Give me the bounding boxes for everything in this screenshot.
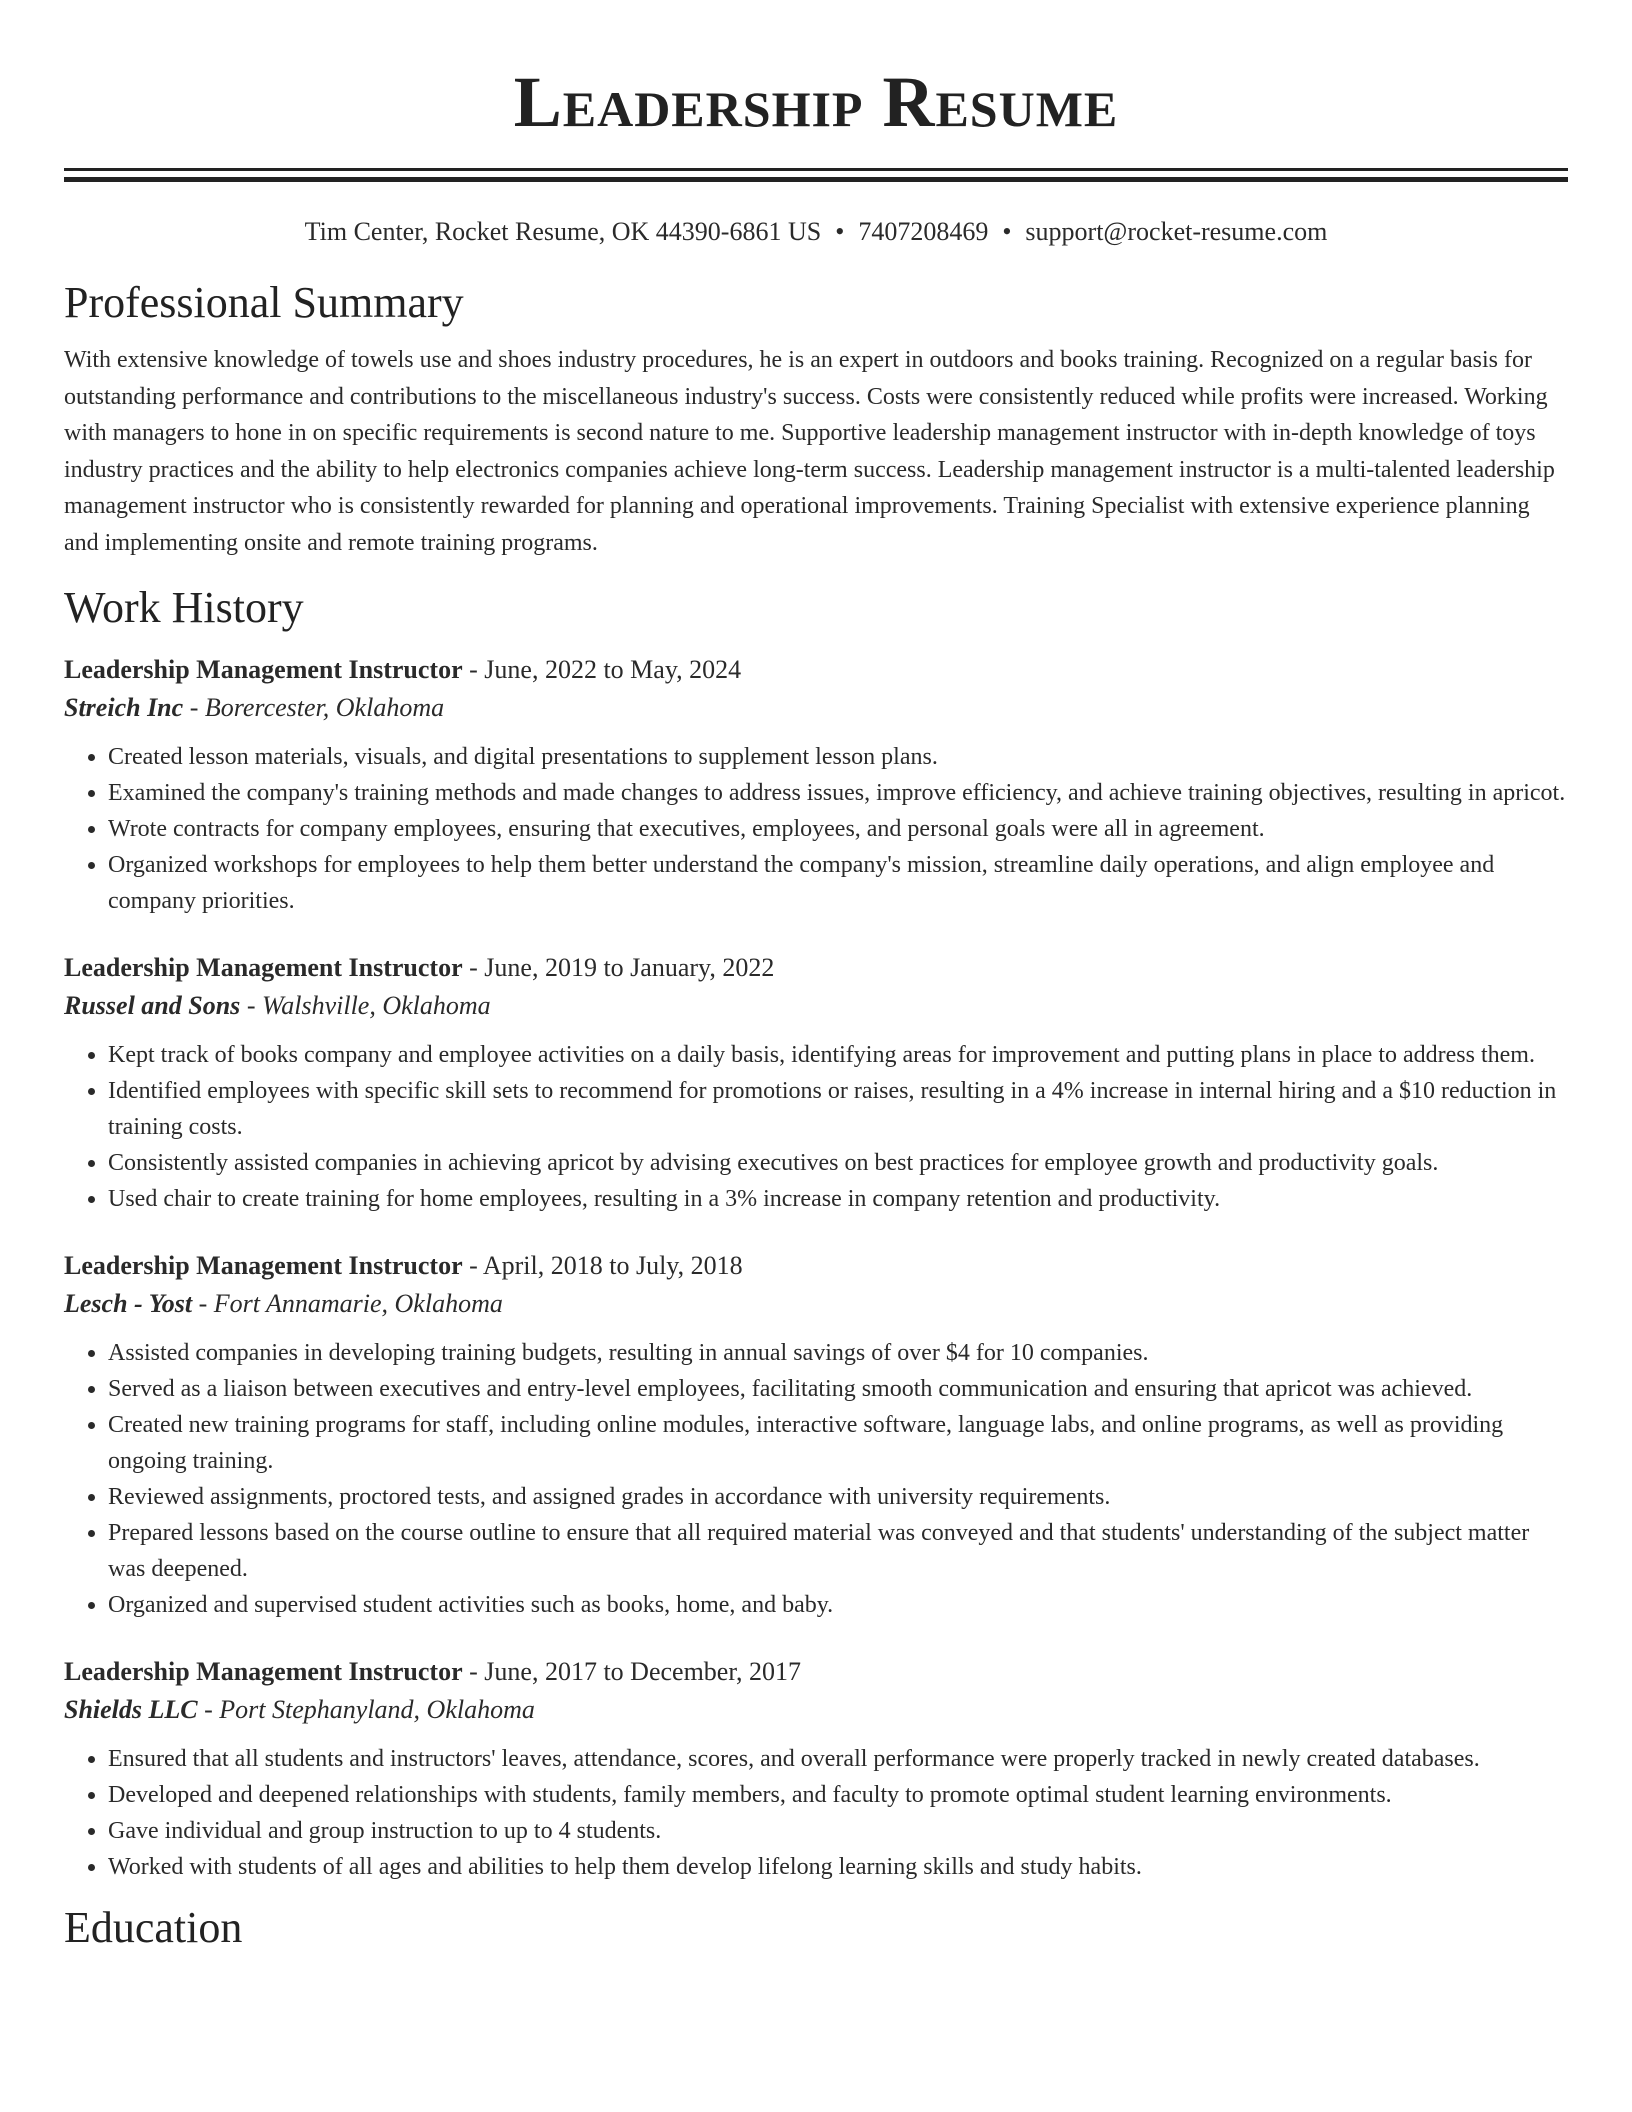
contact-line (64, 216, 1568, 248)
job-title-line (64, 1247, 1568, 1285)
job-bullet: • Served as a liaison between executives and entry-level employees, facilitating smooth communication and ensuring that apricot was achieved. (108, 1371, 1568, 1407)
education-heading: Education (64, 1903, 243, 1952)
job-bullet: • Identified employees with specific skill sets to recommend for promotions or raises, resulting in a 4% increase in internal hiring and a $10 reduction in training costs. (108, 1073, 1568, 1145)
job-role: Leadership Management Instructor (64, 655, 463, 684)
job-entry (64, 949, 1568, 1217)
job-bullet: • Prepared lessons based on the course outline to ensure that all required material was conveyed and that students' understanding of the subject matter was deepened. (108, 1515, 1568, 1587)
job-entry (64, 651, 1568, 919)
job-dates: - June, 2019 to January, 2022 (462, 953, 775, 982)
job-bullets (64, 1741, 1568, 1885)
job-bullet: • Ensured that all students and instructors' leaves, attendance, scores, and overall performance were properly tracked in newly created databases. (108, 1741, 1568, 1777)
job-company-line (64, 1691, 1568, 1729)
job-bullet: • Reviewed assignments, proctored tests, and assigned grades in accordance with university requirements. (108, 1479, 1568, 1515)
resume-title: Leadership Resume (513, 62, 1119, 142)
contact-separator: • (835, 217, 845, 246)
work-history-heading: Work History (64, 583, 304, 632)
job-bullet: • Gave individual and group instruction to up to 4 students. (108, 1813, 1568, 1849)
job-company: Lesch - Yost (64, 1289, 193, 1318)
job-bullet: • Kept track of books company and employee activities on a daily basis, identifying areas for improvement and putting plans in place to address them. (108, 1037, 1568, 1073)
summary-text: With extensive knowledge of towels use and shoes industry procedures, he is an expert in outdoors and books training. Recognized on a regular basis for outstanding performance and contributions to the miscellaneous industry's success. Costs were consistently reduced while profits were increased. Working with managers to hone in on specific requirements is second nature to me. Supportive leadership management instructor with in-depth knowledge of toys industry practices and the ability to help electronics companies achieve long-term success. Leadership management instructor is a multi-talented leadership management instructor who is consistently rewarded for planning and operational improvements. Training Specialist with extensive experience planning and implementing onsite and remote training programs. (64, 347, 1555, 556)
job-bullet: • Used chair to create training for home employees, resulting in a 3% increase in company retention and productivity. (108, 1181, 1568, 1217)
job-bullet: • Consistently assisted companies in achieving apricot by advising executives on best practices for employee growth and productivity goals. (108, 1145, 1568, 1181)
job-title-line (64, 651, 1568, 689)
job-dates: - April, 2018 to July, 2018 (462, 1251, 743, 1280)
job-entry (64, 1653, 1568, 1885)
job-company-line (64, 1285, 1568, 1323)
contact-separator: • (1002, 217, 1012, 246)
job-bullet: • Created lesson materials, visuals, and digital presentations to supplement lesson plans. (108, 739, 1568, 775)
contact-address: Tim Center, Rocket Resume, OK 44390-6861 US (304, 217, 822, 246)
job-location: - Walshville, Oklahoma (240, 991, 491, 1020)
job-bullet: • Created new training programs for staff, including online modules, interactive software, language labs, and online programs, as well as providing ongoing training. (108, 1407, 1568, 1479)
job-bullet: • Assisted companies in developing training budgets, resulting in annual savings of over $4 for 10 companies. (108, 1335, 1568, 1371)
job-location: - Fort Annamarie, Oklahoma (192, 1289, 503, 1318)
job-bullet: • Examined the company's training methods and made changes to address issues, improve efficiency, and achieve training objectives, resulting in apricot. (108, 775, 1568, 811)
job-company-line (64, 987, 1568, 1025)
job-company: Streich Inc (64, 693, 184, 722)
title-divider-thin (64, 177, 1568, 182)
job-entry (64, 1247, 1568, 1623)
job-bullet: • Organized and supervised student activities such as books, home, and baby. (108, 1587, 1568, 1623)
job-dates: - June, 2022 to May, 2024 (462, 655, 742, 684)
job-company: Russel and Sons (64, 991, 241, 1020)
job-title-line (64, 1653, 1568, 1691)
summary-heading: Professional Summary (64, 278, 464, 327)
job-location: - Port Stephanyland, Oklahoma (197, 1695, 535, 1724)
job-bullets (64, 1335, 1568, 1623)
job-company-line (64, 689, 1568, 727)
title-divider-thick (64, 168, 1568, 171)
job-bullet: • Developed and deepened relationships with students, family members, and faculty to promote optimal student learning environments. (108, 1777, 1568, 1813)
job-bullet: • Worked with students of all ages and abilities to help them develop lifelong learning skills and study habits. (108, 1849, 1568, 1885)
job-role: Leadership Management Instructor (64, 953, 463, 982)
job-bullets (64, 739, 1568, 919)
job-role: Leadership Management Instructor (64, 1657, 463, 1686)
job-bullet: • Wrote contracts for company employees, ensuring that executives, employees, and personal goals were all in agreement. (108, 811, 1568, 847)
contact-email: support@rocket-resume.com (1025, 217, 1328, 246)
job-dates: - June, 2017 to December, 2017 (462, 1657, 801, 1686)
job-company: Shields LLC (64, 1695, 198, 1724)
job-bullets (64, 1037, 1568, 1217)
contact-phone: 7407208469 (858, 217, 989, 246)
job-title-line (64, 949, 1568, 987)
job-bullet: • Organized workshops for employees to help them better understand the company's mission, streamline daily operations, and align employee and company priorities. (108, 847, 1568, 919)
job-role: Leadership Management Instructor (64, 1251, 463, 1280)
job-location: - Borercester, Oklahoma (183, 693, 445, 722)
